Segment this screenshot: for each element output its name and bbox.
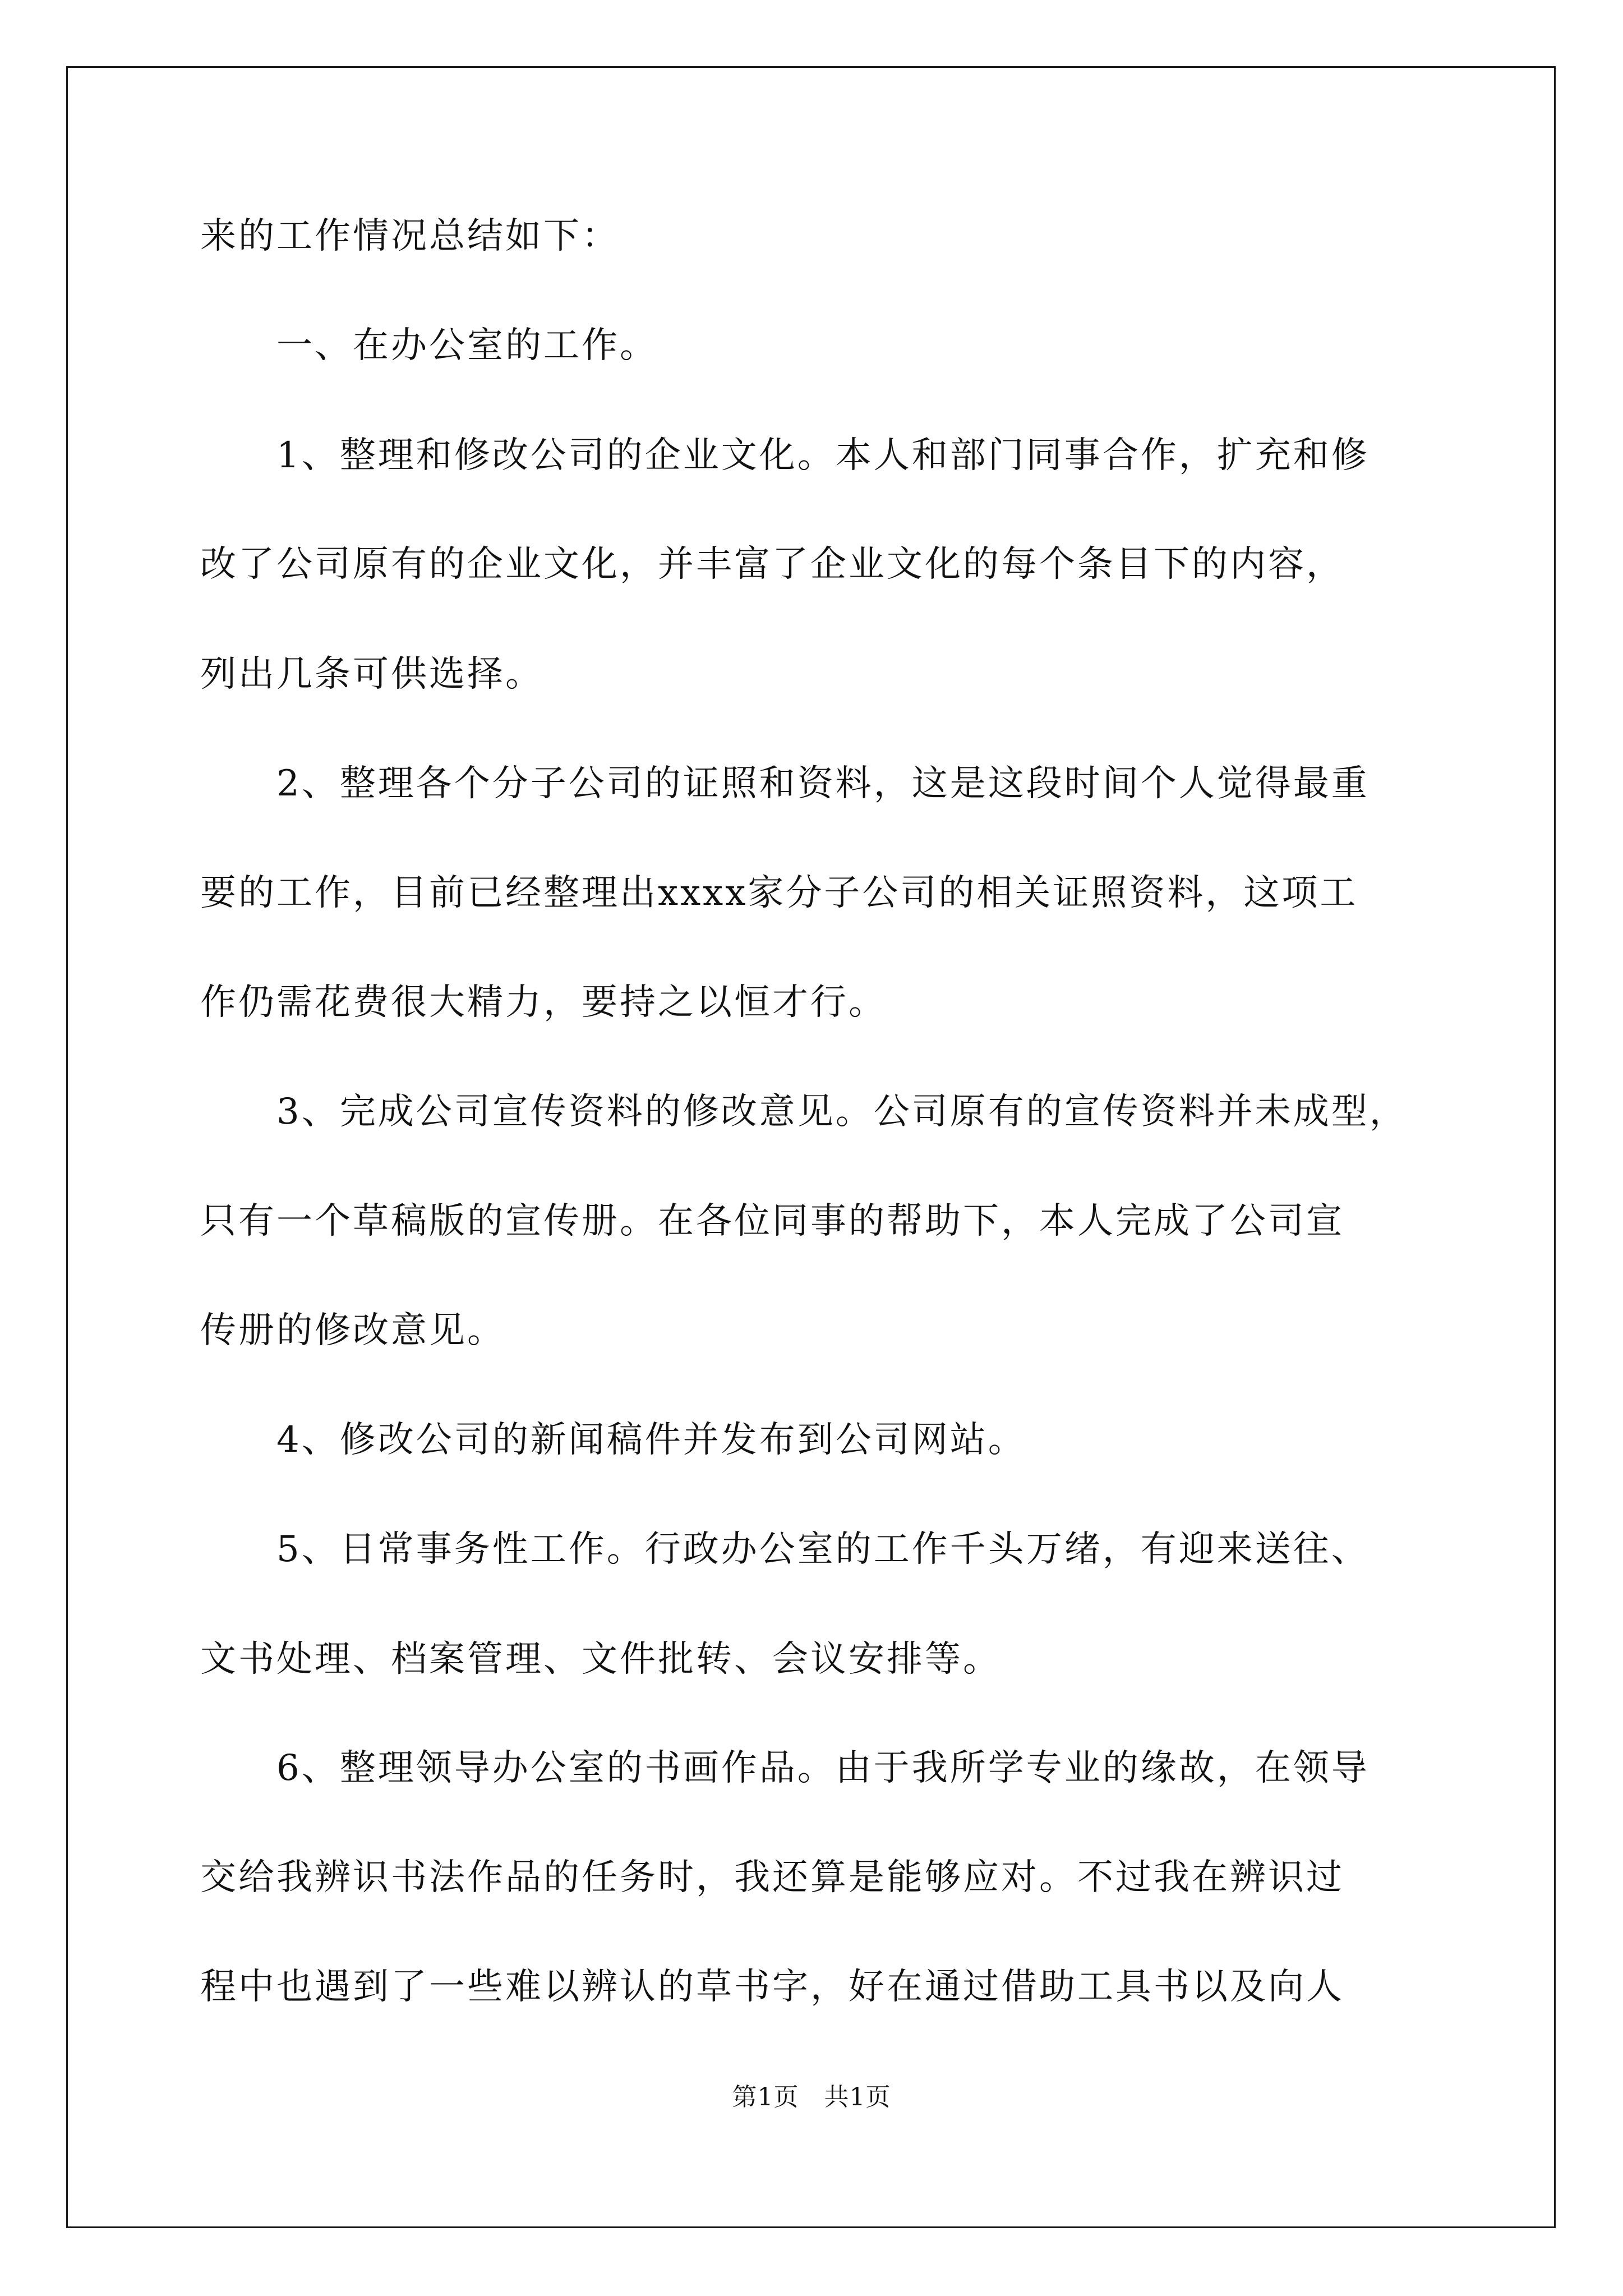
text-line: 一、在办公室的工作。 <box>200 325 658 366</box>
page-border <box>66 66 1556 2228</box>
text-line: 要的工作，目前已经整理出xxxx家分子公司的相关证照资料，这项工 <box>200 872 1358 914</box>
text-line: 2、整理各个分子公司的证照和资料，这是这段时间个人觉得最重 <box>200 763 1370 804</box>
text-line: 只有一个草稿版的宣传册。在各位同事的帮助下，本人完成了公司宣 <box>200 1200 1344 1242</box>
text-line: 改了公司原有的企业文化，并丰富了企业文化的每个条目下的内容， <box>200 544 1344 585</box>
text-line: 程中也遇到了一些难以辨认的草书字，好在通过借助工具书以及向人 <box>200 1966 1344 2008</box>
text-line: 6、整理领导办公室的书画作品。由于我所学专业的缘故，在领导 <box>200 1747 1370 1789</box>
page-number-footer: 第1页 共1页 <box>732 2083 891 2111</box>
text-line: 4、修改公司的新闻稿件并发布到公司网站。 <box>200 1419 1026 1461</box>
text-line: 5、日常事务性工作。行政办公室的工作千头万绪，有迎来送往、 <box>200 1529 1370 1570</box>
text-line: 列出几条可供选择。 <box>200 654 543 695</box>
text-line: 文书处理、档案管理、文件批转、会议安排等。 <box>200 1639 1001 1680</box>
text-line: 来的工作情况总结如下： <box>200 215 620 257</box>
text-line: 3、完成公司宣传资料的修改意见。公司原有的宣传资料并未成型， <box>200 1091 1408 1133</box>
text-line: 传册的修改意见。 <box>200 1310 505 1351</box>
text-line: 交给我辨识书法作品的任务时，我还算是能够应对。不过我在辨识过 <box>200 1857 1344 1898</box>
text-line: 作仍需花费很大精力，要持之以恒才行。 <box>200 982 887 1023</box>
text-line: 1、整理和修改公司的企业文化。本人和部门同事合作，扩充和修 <box>200 435 1370 476</box>
